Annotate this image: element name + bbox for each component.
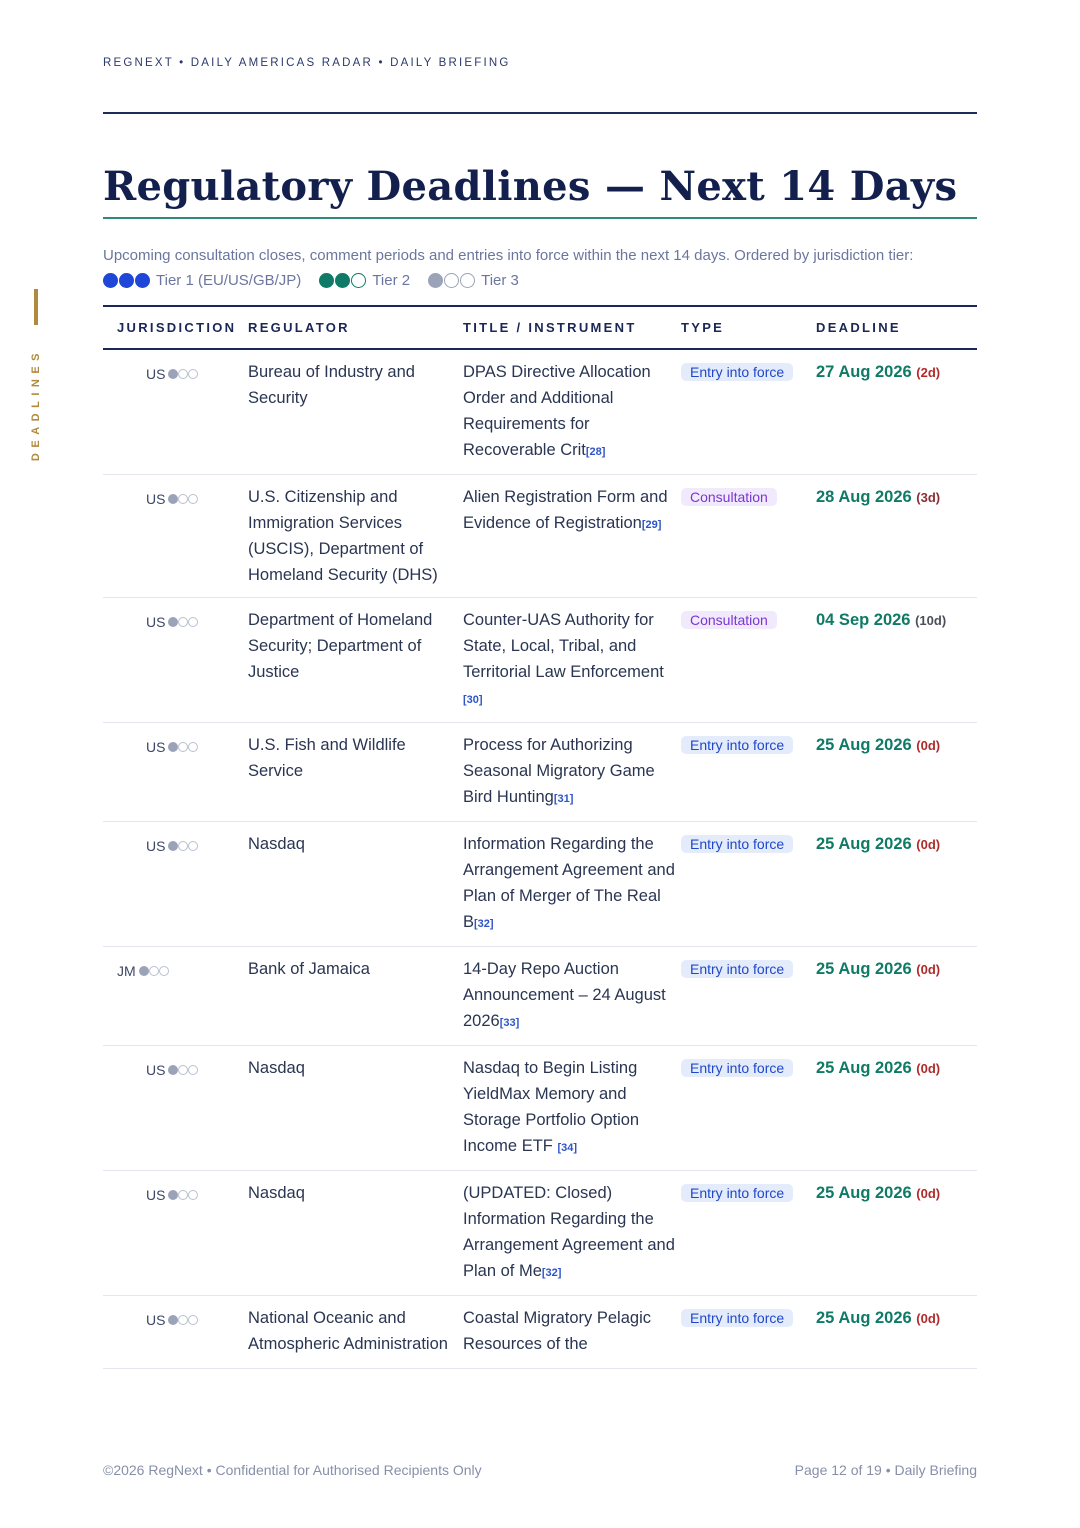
- deadline-cell: [816, 1296, 977, 1369]
- deadline-date: 25 Aug 2026: [816, 1309, 912, 1327]
- type-badge: Entry into force: [681, 835, 793, 853]
- type-badge: Entry into force: [681, 960, 793, 978]
- header-type: TYPE: [681, 306, 816, 349]
- tier3-indicator-icon: [168, 1315, 198, 1325]
- tier2-label: Tier 2: [372, 272, 411, 289]
- title-cell: [463, 822, 681, 947]
- title-cell: [463, 598, 681, 723]
- title-cell: [463, 475, 681, 598]
- footer-copyright: ©2026 RegNext • Confidential for Authorised Recipients Only: [103, 1462, 482, 1478]
- instrument-title: Counter-UAS Authority for State, Local, Tribal, and Territorial Law Enforcement: [463, 611, 664, 681]
- days-remaining: (0d): [916, 738, 941, 753]
- deadline-date: 25 Aug 2026: [816, 1184, 912, 1202]
- days-remaining: (0d): [916, 1061, 941, 1076]
- jurisdiction-code: US: [146, 1187, 166, 1203]
- type-cell: [681, 1046, 816, 1171]
- jurisdiction-cell: [103, 598, 248, 723]
- reference-link[interactable]: [29]: [641, 519, 662, 531]
- deadline-cell: [816, 475, 977, 598]
- tier2-dots-icon: [319, 273, 366, 288]
- deadline-cell: [816, 598, 977, 723]
- type-cell: [681, 1171, 816, 1296]
- regulator-cell: Nasdaq: [248, 1046, 463, 1171]
- type-cell: [681, 349, 816, 475]
- type-cell: [681, 822, 816, 947]
- deadline-cell: [816, 1046, 977, 1171]
- title-cell: [463, 1296, 681, 1369]
- page-title: Regulatory Deadlines — Next 14 Days: [103, 163, 958, 210]
- jurisdiction-cell: [103, 349, 248, 475]
- regulator-cell: Nasdaq: [248, 1171, 463, 1296]
- instrument-title: Nasdaq to Begin Listing YieldMax Memory and Storage Portfolio Option Income ETF: [463, 1059, 640, 1155]
- title-cell: [463, 1171, 681, 1296]
- table-row: [103, 349, 977, 475]
- tier3-indicator-icon: [168, 1065, 198, 1075]
- type-badge: Entry into force: [681, 1184, 793, 1202]
- deadline-date: 25 Aug 2026: [816, 736, 912, 754]
- days-remaining: (0d): [916, 962, 941, 977]
- deadline-cell: [816, 1171, 977, 1296]
- jurisdiction-code: US: [146, 614, 166, 630]
- header-jurisdiction: JURISDICTION: [103, 306, 248, 349]
- header-regulator: REGULATOR: [248, 306, 463, 349]
- jurisdiction-code: US: [146, 366, 166, 382]
- jurisdiction-code: US: [146, 491, 166, 507]
- deadline-date: 28 Aug 2026: [816, 488, 912, 506]
- type-badge: Entry into force: [681, 1059, 793, 1077]
- tier3-indicator-icon: [168, 1190, 198, 1200]
- regulator-cell: Nasdaq: [248, 822, 463, 947]
- deadline-date: 25 Aug 2026: [816, 960, 912, 978]
- table-row: [103, 598, 977, 723]
- side-accent-bar: [34, 289, 38, 325]
- tier-legend: [103, 268, 983, 293]
- footer-page-info: Page 12 of 19 • Daily Briefing: [794, 1462, 977, 1478]
- side-section-label: DEADLINES: [30, 348, 42, 462]
- table-row: [103, 723, 977, 822]
- instrument-title: DPAS Directive Allocation Order and Additional Requirements for Recoverable Crit: [463, 363, 651, 459]
- jurisdiction-code: US: [146, 838, 166, 854]
- type-cell: [681, 723, 816, 822]
- jurisdiction-code: US: [146, 1062, 166, 1078]
- type-cell: [681, 598, 816, 723]
- reference-link[interactable]: [30]: [463, 694, 483, 706]
- table-header-row: [103, 306, 977, 349]
- days-remaining: (3d): [916, 490, 941, 505]
- tier3-indicator-icon: [168, 742, 198, 752]
- deadline-cell: [816, 349, 977, 475]
- regulator-cell: U.S. Fish and Wildlife Service: [248, 723, 463, 822]
- running-head: REGNEXT • DAILY AMERICAS RADAR • DAILY BRIEFING: [103, 57, 511, 69]
- days-remaining: (0d): [916, 1311, 941, 1326]
- reference-link[interactable]: [32]: [541, 1267, 562, 1279]
- tier1-dots-icon: [103, 273, 150, 288]
- title-cell: [463, 349, 681, 475]
- type-badge: Entry into force: [681, 1309, 793, 1327]
- instrument-title: Alien Registration Form and Evidence of Registration: [463, 488, 668, 532]
- days-remaining: (0d): [916, 1186, 941, 1201]
- tier3-indicator-icon: [168, 494, 198, 504]
- table-row: [103, 822, 977, 947]
- tier3-indicator-icon: [168, 841, 198, 851]
- regulator-cell: National Oceanic and Atmospheric Administration: [248, 1296, 463, 1369]
- table-row: [103, 1171, 977, 1296]
- header-title: TITLE / INSTRUMENT: [463, 306, 681, 349]
- table-row: [103, 1046, 977, 1171]
- instrument-title: Information Regarding the Arrangement Agreement and Plan of Merger of The Real B: [463, 835, 675, 931]
- jurisdiction-cell: [103, 1171, 248, 1296]
- jurisdiction-code: JM: [117, 963, 136, 979]
- table-row: [103, 947, 977, 1046]
- type-cell: [681, 475, 816, 598]
- instrument-title: (UPDATED: Closed) Information Regarding the Arrangement Agreement and Plan of Me: [463, 1184, 675, 1280]
- regulator-cell: Department of Homeland Security; Department of Justice: [248, 598, 463, 723]
- intro-sentence: Upcoming consultation closes, comment periods and entries into force within the next 14 days. Ordered by jurisdiction tier:: [103, 247, 914, 264]
- type-badge: Consultation: [681, 488, 777, 506]
- deadline-date: 25 Aug 2026: [816, 1059, 912, 1077]
- tier3-indicator-icon: [168, 617, 198, 627]
- jurisdiction-cell: [103, 723, 248, 822]
- instrument-title: Coastal Migratory Pelagic Resources of the: [463, 1309, 651, 1353]
- deadline-cell: [816, 822, 977, 947]
- reference-link[interactable]: [33]: [499, 1017, 520, 1029]
- type-badge: Entry into force: [681, 363, 793, 381]
- title-divider: [103, 217, 977, 219]
- regulator-cell: Bureau of Industry and Security: [248, 349, 463, 475]
- deadline-date: 27 Aug 2026: [816, 363, 912, 381]
- tier3-indicator-icon: [168, 369, 198, 379]
- jurisdiction-code: US: [146, 1312, 166, 1328]
- reference-link[interactable]: [34]: [557, 1142, 578, 1154]
- intro-text: [103, 243, 983, 293]
- days-remaining: (10d): [915, 613, 947, 628]
- days-remaining: (0d): [916, 837, 941, 852]
- jurisdiction-cell: [103, 822, 248, 947]
- reference-link[interactable]: [32]: [474, 918, 494, 930]
- jurisdiction-cell: [103, 475, 248, 598]
- tier3-indicator-icon: [139, 966, 169, 976]
- tier1-label: Tier 1 (EU/US/GB/JP): [156, 272, 302, 289]
- title-cell: [463, 723, 681, 822]
- table-row: [103, 1296, 977, 1369]
- title-cell: [463, 947, 681, 1046]
- table-row: [103, 475, 977, 598]
- header-divider: [103, 112, 977, 114]
- jurisdiction-code: US: [146, 739, 166, 755]
- tier3-label: Tier 3: [481, 272, 519, 289]
- deadline-date: 04 Sep 2026: [816, 611, 911, 629]
- type-cell: [681, 1296, 816, 1369]
- type-badge: Consultation: [681, 611, 777, 629]
- regulator-cell: U.S. Citizenship and Immigration Services (USCIS), Department of Homeland Security (DHS): [248, 475, 463, 598]
- tier3-dots-icon: [428, 273, 475, 288]
- instrument-title: Process for Authorizing Seasonal Migratory Game Bird Hunting: [463, 736, 655, 806]
- type-cell: [681, 947, 816, 1046]
- instrument-title: 14-Day Repo Auction Announcement – 24 August 2026: [463, 960, 666, 1030]
- jurisdiction-cell: [103, 1296, 248, 1369]
- jurisdiction-cell: [103, 947, 248, 1046]
- deadlines-table: [103, 305, 977, 1369]
- deadline-date: 25 Aug 2026: [816, 835, 912, 853]
- regulator-cell: Bank of Jamaica: [248, 947, 463, 1046]
- header-deadline: DEADLINE: [816, 306, 977, 349]
- reference-link[interactable]: [31]: [553, 793, 574, 805]
- days-remaining: (2d): [916, 365, 941, 380]
- title-cell: [463, 1046, 681, 1171]
- reference-link[interactable]: [28]: [585, 446, 606, 458]
- jurisdiction-cell: [103, 1046, 248, 1171]
- type-badge: Entry into force: [681, 736, 793, 754]
- deadline-cell: [816, 947, 977, 1046]
- deadline-cell: [816, 723, 977, 822]
